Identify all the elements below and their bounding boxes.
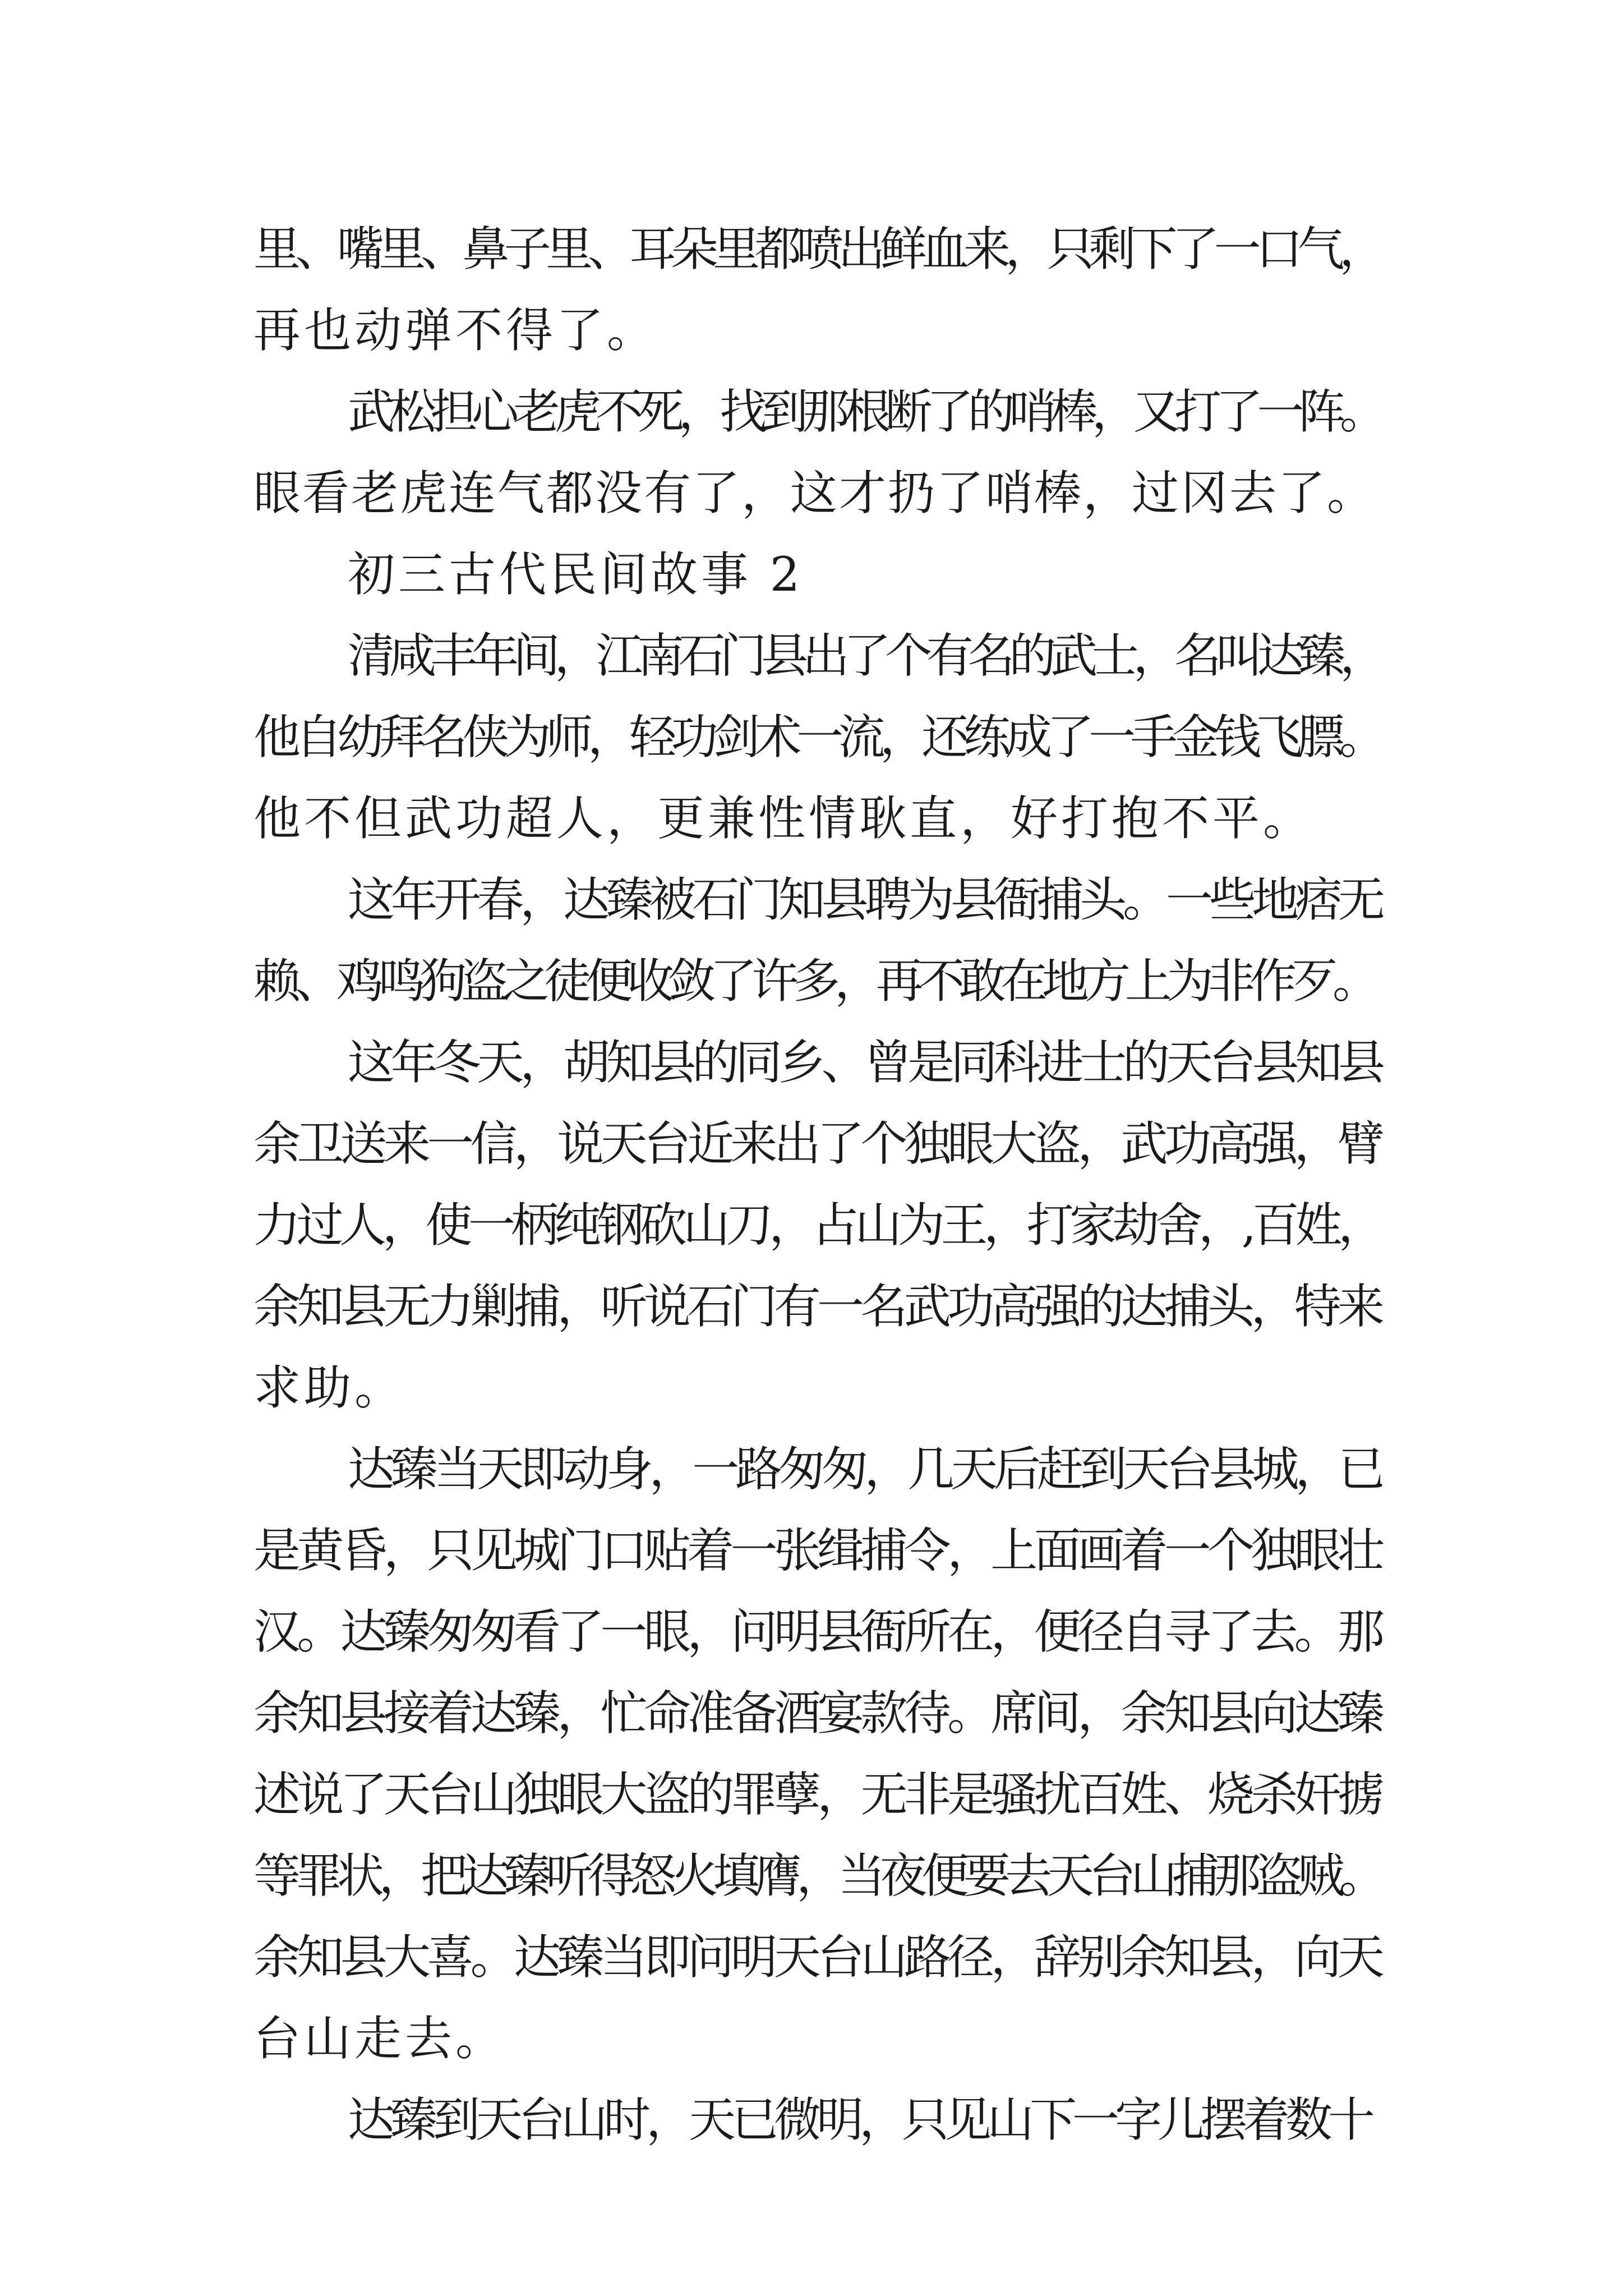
text-line: 武松担心老虎不死，找到那根断了的哨棒，又打了一阵。 — [348, 384, 1381, 439]
text-line: 求助。 — [253, 1360, 405, 1415]
text-line: 眼看老虎连气都没有了，这才扔了哨棒，过冈去了。 — [253, 466, 1376, 521]
text-line: 这年开春，达臻被石门知县聘为县衙捕头。一些地痞无 — [348, 872, 1381, 927]
body-text — [253, 209, 1381, 2161]
paragraph — [253, 1429, 1381, 2079]
text-line: 述说了天台山独眼大盗的罪孽，无非是骚扰百姓、烧杀奸掳 — [253, 1767, 1381, 1822]
text-line: 再也动弹不得了。 — [253, 303, 658, 358]
text-line: 是黄昏，只见城门口贴着一张缉捕令，上面画着一个独眼壮 — [253, 1523, 1381, 1578]
text-line: 余卫送来一信，说天台近来出了个独眼大盗，武功高强，臂 — [253, 1116, 1381, 1171]
paragraph — [253, 2079, 1381, 2161]
text-line: 余知县大喜。达臻当即问明天台山路径，辞别余知县，向天 — [253, 1930, 1381, 1985]
text-line: 这年冬天，胡知县的同乡、曾是同科进士的天台县知县 — [348, 1035, 1381, 1090]
text-line: 汉。达臻匆匆看了一眼，问明县衙所在，便径自寻了去。那 — [253, 1604, 1381, 1659]
text-line: 台山走去。 — [253, 2011, 506, 2066]
paragraph — [253, 371, 1381, 534]
paragraph — [253, 209, 1381, 371]
text-line: 里、嘴里、鼻子里、耳朵里都喷出鲜血来，只剩下了一口气， — [253, 222, 1381, 277]
text-line: 达臻当天即动身，一路匆匆，几天后赶到天台县城，已 — [348, 1442, 1381, 1497]
paragraph — [253, 859, 1381, 1022]
text-line: 力过人，使一柄纯钢砍山刀，占山为王，打家劫舍，,百姓， — [253, 1198, 1381, 1253]
text-line: 他自幼拜名侠为师，轻功剑术一流，还练成了一手金钱飞膘。 — [253, 710, 1381, 765]
paragraph — [253, 615, 1381, 859]
text-line: 赖、鸡鸣狗盗之徒便收敛了许多，再不敢在地方上为非作歹。 — [253, 954, 1375, 1009]
section-heading — [253, 534, 1381, 615]
text-line: 他不但武功超人，更兼性情耿直，好打抱不平。 — [253, 791, 1314, 846]
text-line: 等罪状，把达臻听得怒火填膺，当夜便要去天台山捕那盗贼。 — [253, 1848, 1381, 1903]
paragraph — [253, 1022, 1381, 1429]
text-line: 初三古代民间故事 2 — [348, 547, 804, 602]
text-line: 达臻到天台山时，天已微明，只见山下一字儿摆着数十 — [348, 2092, 1371, 2147]
text-line: 余知县接着达臻，忙命准备酒宴款待。席间，余知县向达臻 — [253, 1686, 1381, 1741]
text-line: 清咸丰年间，江南石门县出了个有名的武士，名叫达臻， — [348, 628, 1381, 683]
text-line: 余知县无力剿捕，听说石门有一名武功高强的达捕头，特来 — [253, 1279, 1381, 1334]
